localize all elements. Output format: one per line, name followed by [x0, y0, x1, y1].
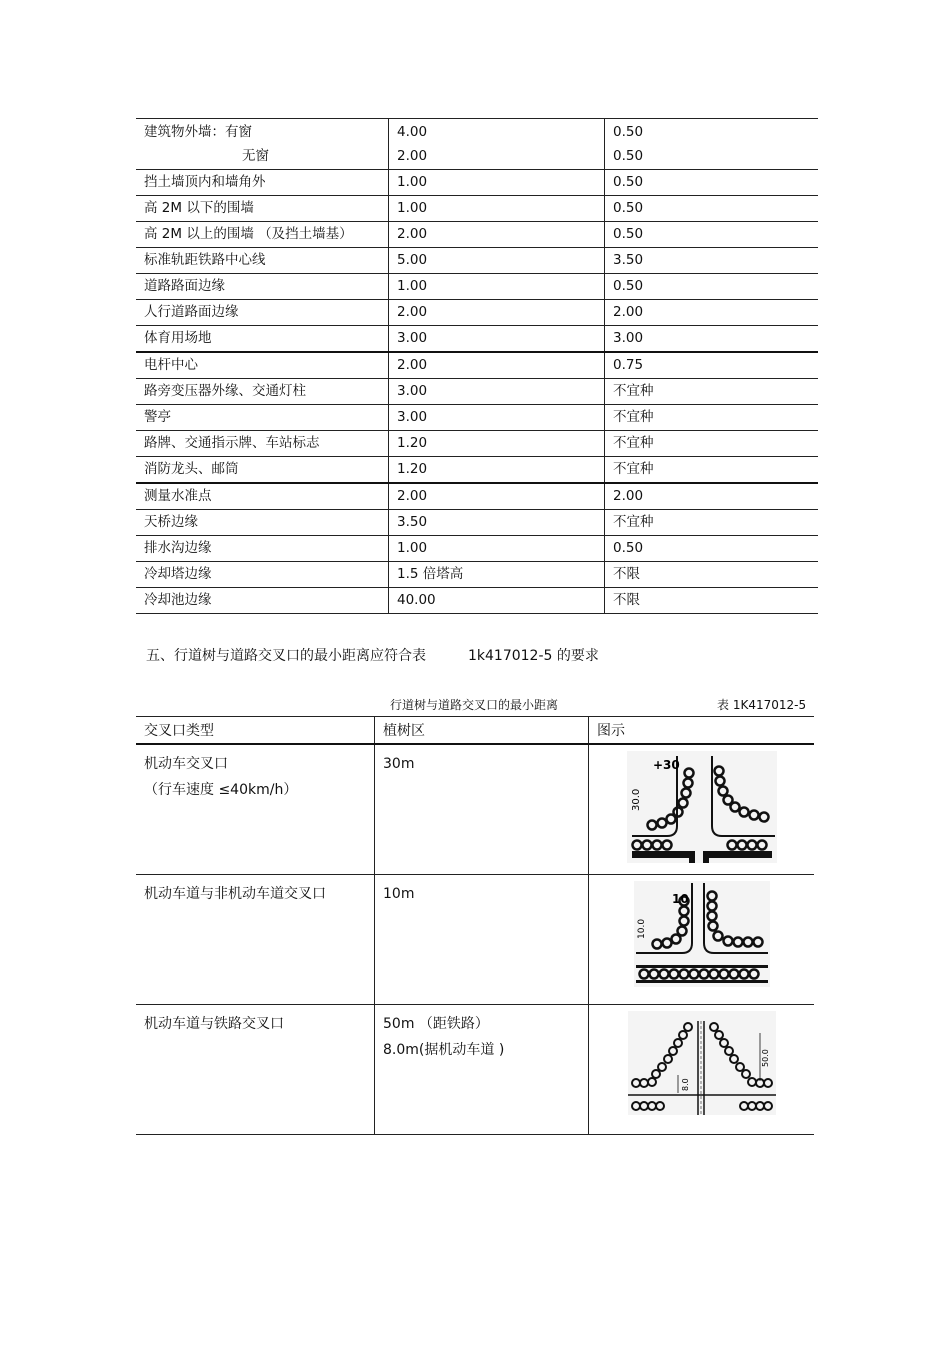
cell-item: 路旁变压器外缘、交通灯柱 [136, 379, 389, 405]
header-cell: 植树区 [375, 717, 589, 745]
cell-value-a: 1.00 [389, 274, 605, 300]
cell-figure [589, 744, 815, 875]
cell-value-b [605, 119, 819, 170]
table-header-row [136, 717, 814, 745]
cell-value-b: 不宜种 [605, 379, 819, 405]
cell-value-a [389, 119, 605, 170]
cell-text: 2.00 [397, 148, 428, 164]
table-row [136, 744, 814, 875]
cell-value-b: 0.50 [605, 536, 819, 562]
cell-value-b: 0.50 [605, 196, 819, 222]
cell-type [136, 875, 375, 1005]
table-row [136, 196, 818, 222]
table-row [136, 875, 814, 1005]
section-heading [146, 645, 599, 665]
cell-type [136, 1005, 375, 1135]
table-caption: 行道树与道路交叉口的最小距离 [390, 698, 559, 712]
intersection-diagram-icon [627, 751, 777, 863]
cell-item: 警亭 [136, 405, 389, 431]
table-row [136, 510, 818, 536]
cell-value-b: 2.00 [605, 300, 819, 326]
table-row [136, 379, 818, 405]
cell-value-b: 0.75 [605, 352, 819, 379]
figure-label: 30.0 [630, 788, 642, 811]
cell-item: 测量水准点 [136, 483, 389, 510]
cell-zone [375, 1005, 589, 1135]
cell-text: 0.50 [613, 124, 644, 140]
figure-label: 10.0 [636, 918, 647, 939]
cell-value-b: 不限 [605, 588, 819, 614]
cell-item: 挡土墙顶内和墙角外 [136, 170, 389, 196]
table-row [136, 483, 818, 510]
cell-item: 高 2M 以上的围墙 （及挡土墙基） [136, 222, 389, 248]
table-row [136, 326, 818, 353]
table-row [136, 457, 818, 484]
table-row [136, 562, 818, 588]
cell-value-a: 2.00 [389, 300, 605, 326]
cell-value-b: 3.00 [605, 326, 819, 353]
figure-label: 50.0 [760, 1049, 770, 1067]
intersection-diagram-icon [634, 881, 770, 987]
cell-item: 路牌、交通指示牌、车站标志 [136, 431, 389, 457]
table-number: 表 1K417012-5 [717, 698, 807, 712]
table-row [136, 274, 818, 300]
cell-value-a: 3.00 [389, 405, 605, 431]
cell-item: 高 2M 以下的围墙 [136, 196, 389, 222]
cell-item: 排水沟边缘 [136, 536, 389, 562]
cell-text: 无窗 [242, 148, 269, 164]
cell-text: 10m [383, 886, 415, 902]
cell-value-b: 不宜种 [605, 431, 819, 457]
cell-figure [589, 1005, 815, 1135]
figure-label: 10 [671, 892, 689, 906]
railway-intersection-diagram-icon [628, 1011, 776, 1115]
cell-value-b: 不宜种 [605, 457, 819, 484]
cell-text: 50m （距铁路） [383, 1016, 489, 1032]
cell-value-b: 3.50 [605, 248, 819, 274]
cell-item: 道路路面边缘 [136, 274, 389, 300]
table-row [136, 588, 818, 614]
cell-item: 体育用场地 [136, 326, 389, 353]
cell-value-b: 不宜种 [605, 510, 819, 536]
cell-item: 消防龙头、邮筒 [136, 457, 389, 484]
cell-value-a: 1.20 [389, 431, 605, 457]
cell-value-a: 1.5 倍塔高 [389, 562, 605, 588]
cell-text: 建筑物外墙：有窗 [144, 124, 252, 140]
cell-item: 冷却塔边缘 [136, 562, 389, 588]
cell-text: 8.0m(据机动车道 ) [383, 1042, 505, 1058]
cell-value-a: 1.00 [389, 196, 605, 222]
cell-value-b: 不限 [605, 562, 819, 588]
table-row [136, 536, 818, 562]
table-row [136, 431, 818, 457]
cell-text: 30m [383, 756, 415, 772]
cell-value-a: 5.00 [389, 248, 605, 274]
cell-value-a: 3.50 [389, 510, 605, 536]
cell-value-a: 3.00 [389, 379, 605, 405]
figure-label: 8.0 [680, 1078, 690, 1091]
cell-zone [375, 744, 589, 875]
table-row [136, 300, 818, 326]
table-row [136, 170, 818, 196]
cell-value-b: 不宜种 [605, 405, 819, 431]
table-row [136, 1005, 814, 1135]
table-row [136, 222, 818, 248]
cell-value-b: 0.50 [605, 222, 819, 248]
figure-label: +30 [652, 758, 680, 772]
cell-item [136, 119, 389, 170]
cell-value-b: 0.50 [605, 170, 819, 196]
cell-text: （行车速度 ≤40km/h） [144, 782, 298, 798]
cell-value-a: 2.00 [389, 483, 605, 510]
cell-value-a: 2.00 [389, 222, 605, 248]
cell-value-a: 1.00 [389, 170, 605, 196]
cell-value-a: 2.00 [389, 352, 605, 379]
cell-text: 机动车道与铁路交叉口 [144, 1016, 284, 1032]
cell-text: 0.50 [613, 148, 644, 164]
header-cell: 交叉口类型 [136, 717, 375, 745]
cell-value-a: 1.20 [389, 457, 605, 484]
cell-item: 天桥边缘 [136, 510, 389, 536]
cell-type [136, 744, 375, 875]
intersection-table [136, 716, 814, 1135]
table-row [136, 248, 818, 274]
header-cell: 图示 [589, 717, 815, 745]
table-row [136, 405, 818, 431]
cell-item: 电杆中心 [136, 352, 389, 379]
section-text: 五、行道树与道路交叉口的最小距离应符合表 [146, 648, 426, 664]
cell-value-b: 0.50 [605, 274, 819, 300]
cell-text: 机动车道与非机动车道交叉口 [144, 886, 326, 902]
cell-figure [589, 875, 815, 1005]
table-row [136, 352, 818, 379]
distance-table [136, 118, 818, 614]
cell-item: 冷却池边缘 [136, 588, 389, 614]
section-code: 1k417012-5 的要求 [468, 648, 599, 664]
cell-value-a: 1.00 [389, 536, 605, 562]
cell-zone [375, 875, 589, 1005]
cell-value-b: 2.00 [605, 483, 819, 510]
cell-text: 4.00 [397, 124, 428, 140]
cell-item: 标准轨距铁路中心线 [136, 248, 389, 274]
cell-text: 机动车交叉口 [144, 756, 228, 772]
cell-value-a: 40.00 [389, 588, 605, 614]
table-row [136, 119, 818, 170]
cell-item: 人行道路面边缘 [136, 300, 389, 326]
cell-value-a: 3.00 [389, 326, 605, 353]
